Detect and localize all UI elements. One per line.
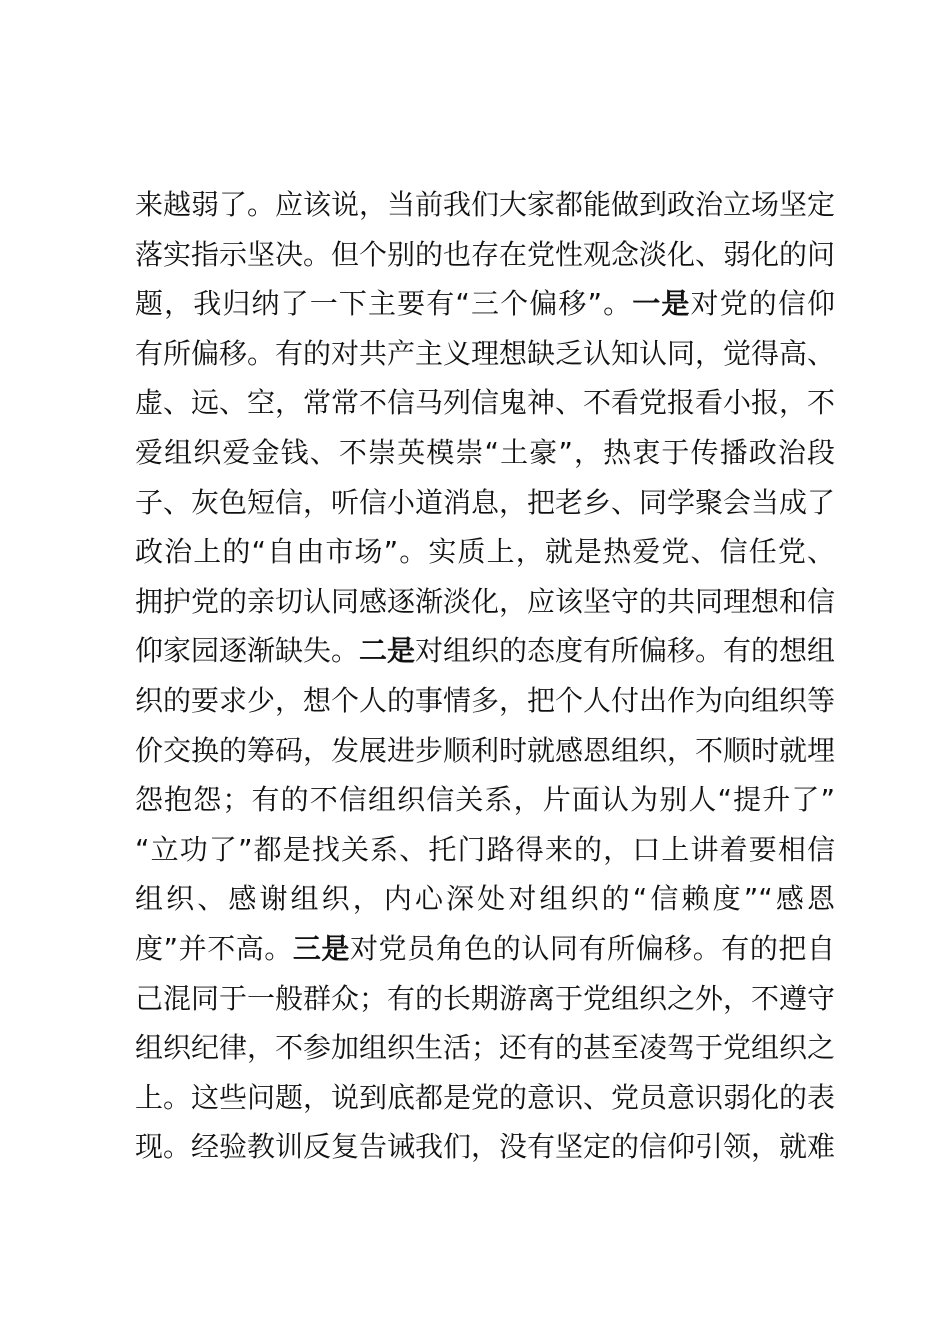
text-run: 组织纪律，不参加组织生活；还有的甚至凌驾于党组织之 (135, 1031, 836, 1065)
text-run: 怨抱怨；有的不信组织信关系，片面认为别人“提升了” (135, 783, 835, 817)
text-line (135, 1073, 835, 1123)
text-run: 虚、远、空，常常不信马列信鬼神、不看党报看小报，不 (135, 386, 836, 420)
text-run: 落实指示坚决。但个别的也存在党性观念淡化、弱化的问 (135, 237, 836, 271)
text-run: 题，我归纳了一下主要有“三个偏移”。 (135, 287, 633, 321)
text-line (135, 527, 835, 577)
text-line (135, 1122, 835, 1172)
text-run: 上。这些问题，说到底都是党的意识、党员意识弱化的表 (135, 1080, 836, 1114)
text-run: 政治上的“自由市场”。实质上，就是热爱党、信任党、 (135, 535, 835, 569)
text-run: 组织、感谢组织，内心深处对组织的“信赖度”“感恩 (135, 882, 835, 916)
text-line (135, 279, 835, 329)
text-run: 现。经验教训反复告诫我们，没有坚定的信仰引领，就难 (135, 1130, 836, 1164)
bold-keyword: 二是 (359, 634, 416, 668)
text-run: 对组织的态度有所偏移。有的想组 (415, 634, 836, 668)
text-run: 价交换的筹码，发展进步顺利时就感恩组织，不顺时就埋 (135, 733, 836, 767)
text-line (135, 577, 835, 627)
text-line (135, 230, 835, 280)
text-line (135, 180, 835, 230)
bold-keyword: 三是 (292, 931, 350, 965)
bold-keyword: 一是 (632, 287, 691, 321)
text-run: “立功了”都是找关系、托门路得来的，口上讲着要相信 (135, 832, 835, 866)
body-paragraph (135, 180, 835, 1172)
text-line (135, 378, 835, 428)
text-run: 织的要求少，想个人的事情多，把个人付出作为向组织等 (135, 683, 836, 717)
text-run: 度”并不高。 (135, 931, 293, 965)
text-line (135, 924, 835, 974)
text-line (135, 676, 835, 726)
text-line (135, 626, 835, 676)
text-run: 己混同于一般群众；有的长期游离于党组织之外，不遵守 (135, 981, 836, 1015)
text-line (135, 428, 835, 478)
text-line (135, 1023, 835, 1073)
text-line (135, 775, 835, 825)
text-line (135, 825, 835, 875)
text-run: 对党员角色的认同有所偏移。有的把自 (350, 931, 835, 965)
text-run: 来越弱了。应该说，当前我们大家都能做到政治立场坚定 (135, 188, 836, 221)
text-line (135, 329, 835, 379)
text-run: 对党的信仰 (690, 287, 835, 321)
text-run: 拥护党的亲切认同感逐渐淡化，应该坚守的共同理想和信 (135, 584, 836, 618)
text-run: 仰家园逐渐缺失。 (135, 634, 360, 668)
text-line (135, 726, 835, 776)
text-run: 爱组织爱金钱、不崇英模崇“土豪”，热衷于传播政治段 (135, 435, 835, 469)
text-line (135, 874, 835, 924)
text-run: 有所偏移。有的对共产主义理想缺乏认知认同，觉得高、 (135, 336, 836, 370)
text-line (135, 974, 835, 1024)
text-run: 子、灰色短信，听信小道消息，把老乡、同学聚会当成了 (135, 485, 836, 519)
text-line (135, 478, 835, 528)
